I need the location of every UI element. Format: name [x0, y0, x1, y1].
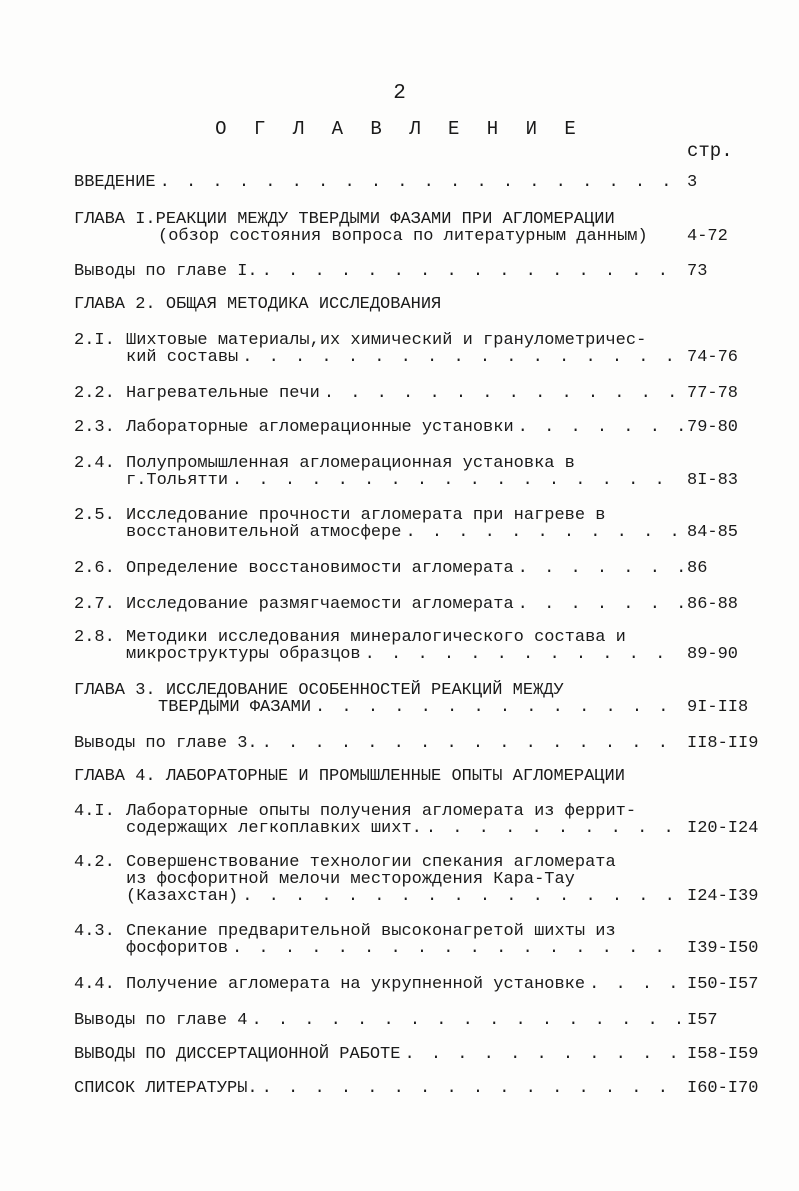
entry-number: 4.3. — [74, 922, 115, 941]
toc-entry-chapter-2 — [74, 296, 759, 313]
entry-number: 2.6. — [74, 559, 115, 578]
entry-page: 79-80 — [687, 418, 739, 437]
entry-number: 4.2. — [74, 853, 115, 872]
entry-text: Спекание предварительной высоконагретой шихты из — [126, 922, 616, 941]
leader-dots — [232, 940, 683, 957]
entry-text: (Казахстан) — [126, 887, 239, 906]
entry-page: 77-78 — [687, 384, 739, 403]
entry-page: 74-76 — [687, 348, 739, 367]
toc-entry-2-4 — [74, 455, 759, 489]
entry-number: 2.2. — [74, 384, 115, 403]
entry-text: Лабораторные агломерационные установки — [126, 418, 514, 437]
entry-page: 3 — [687, 173, 698, 192]
entry-text: ГЛАВА 3. ИССЛЕДОВАНИЕ ОСОБЕННОСТЕЙ РЕАКЦИЙ МЕЖДУ — [74, 681, 564, 700]
entry-number: 2.7. — [74, 595, 115, 614]
entry-text: Методики исследования минералогического состава и — [126, 628, 626, 647]
toc-entry-2-5 — [74, 507, 759, 541]
leader-dots — [262, 263, 683, 280]
entry-text: ТВЕРДЫМИ ФАЗАМИ — [158, 698, 312, 717]
entry-page: 9I-II8 — [687, 698, 749, 717]
toc-entry-conclusions-3 — [74, 735, 759, 752]
entry-text: кий составы — [126, 348, 239, 367]
leader-dots — [262, 735, 683, 752]
toc-entry-4-1 — [74, 803, 759, 837]
leader-dots — [242, 888, 683, 905]
leader-dots — [251, 1012, 683, 1029]
page-column-label: стр. — [687, 140, 733, 162]
entry-number: 2.5. — [74, 506, 115, 525]
entry-text: г.Тольятти — [126, 471, 229, 490]
entry-text: Полупромышленная агломерационная установка в — [126, 454, 575, 473]
leader-dots — [518, 419, 683, 436]
toc-entry-chapter-3 — [74, 682, 759, 716]
leader-dots — [518, 560, 683, 577]
leader-dots — [365, 646, 683, 663]
entry-text: Совершенствование технологии спекания агломерата — [126, 853, 616, 872]
entry-page: 89-90 — [687, 645, 739, 664]
leader-dots — [324, 385, 683, 402]
entry-text: ГЛАВА 4. ЛАБОРАТОРНЫЕ И ПРОМЫШЛЕННЫЕ ОПЫТЫ АГЛОМЕРАЦИИ — [74, 767, 625, 786]
leader-dots — [242, 349, 683, 366]
entry-page: 84-85 — [687, 523, 739, 542]
toc-entry-2-1 — [74, 332, 759, 366]
entry-text: Лабораторные опыты получения агломерата из феррит- — [126, 802, 637, 821]
toc-entry-conclusions-4 — [74, 1012, 759, 1029]
entry-page: 4-72 — [687, 227, 728, 246]
entry-text: Выводы по главе 4 — [74, 1011, 248, 1030]
entry-text: микроструктуры образцов — [126, 645, 361, 664]
leader-dots — [232, 472, 683, 489]
toc-title: О Г Л А В Л Е Н И Е — [215, 118, 584, 140]
entry-page: I50-I57 — [687, 975, 759, 994]
leader-dots — [405, 524, 683, 541]
toc-entry-2-3 — [74, 419, 759, 436]
entry-page: I20-I24 — [687, 819, 759, 838]
entry-text: Нагревательные печи — [126, 384, 320, 403]
entry-text: из фосфоритной мелочи месторождения Кара-Тау — [126, 870, 575, 889]
entry-text: ГЛАВА 2. ОБЩАЯ МЕТОДИКА ИССЛЕДОВАНИЯ — [74, 295, 442, 314]
entry-number: 2.I. — [74, 331, 115, 350]
leader-dots — [404, 1046, 683, 1063]
toc-entry-2-7 — [74, 596, 759, 613]
page-number: 2 — [393, 82, 406, 105]
entry-text: Выводы по главе I. — [74, 262, 258, 281]
entry-text: фосфоритов — [126, 939, 229, 958]
toc-entry-conclusions-1 — [74, 263, 759, 280]
entry-page: 8I-83 — [687, 471, 739, 490]
toc-entry-4-3 — [74, 923, 759, 957]
entry-number: 4.I. — [74, 802, 115, 821]
entry-page: I57 — [687, 1011, 718, 1030]
toc-entry-dissertation-conclusions — [74, 1046, 759, 1063]
entry-text: СПИСОК ЛИТЕРАТУРЫ. — [74, 1079, 258, 1098]
entry-page: II8-II9 — [687, 734, 759, 753]
leader-dots — [315, 699, 683, 716]
leader-dots — [160, 174, 683, 191]
toc-entry-chapter-4 — [74, 768, 759, 785]
entry-text: Выводы по главе 3. — [74, 734, 258, 753]
entry-page: I24-I39 — [687, 887, 759, 906]
leader-dots — [518, 596, 683, 613]
toc-entry-references — [74, 1080, 759, 1097]
leader-dots — [262, 1080, 683, 1097]
entry-page: 86 — [687, 559, 708, 578]
toc-entry-2-6 — [74, 560, 759, 577]
entry-page: I58-I59 — [687, 1045, 759, 1064]
toc-entry-2-8 — [74, 629, 759, 663]
entry-number: 4.4. — [74, 975, 115, 994]
entry-text: ВЫВОДЫ ПО ДИССЕРТАЦИОННОЙ РАБОТЕ — [74, 1045, 401, 1064]
entry-number: 2.4. — [74, 454, 115, 473]
toc-entry-introduction — [74, 174, 759, 191]
entry-text: содержащих легкоплавких шихт. — [126, 819, 422, 838]
entry-text: Исследование прочности агломерата при нагреве в — [126, 506, 606, 525]
entry-page: 73 — [687, 262, 708, 281]
entry-number: 2.8. — [74, 628, 115, 647]
entry-text: ВВЕДЕНИЕ — [74, 173, 156, 192]
toc-entry-4-4 — [74, 976, 759, 993]
entry-text: восстановительной атмосфере — [126, 523, 402, 542]
entry-text: Шихтовые материалы,их химический и гранулометричес- — [126, 331, 647, 350]
leader-dots — [589, 976, 683, 993]
entry-page: I60-I70 — [687, 1079, 759, 1098]
entry-text: (обзор состояния вопроса по литературным данным) — [158, 227, 648, 246]
entry-text: Исследование размягчаемости агломерата — [126, 595, 514, 614]
entry-page: 86-88 — [687, 595, 739, 614]
entry-text: ГЛАВА I.РЕАКЦИИ МЕЖДУ ТВЕРДЫМИ ФАЗАМИ ПРИ АГЛОМЕРАЦИИ — [74, 210, 615, 229]
entry-text: Получение агломерата на укрупненной установке — [126, 975, 586, 994]
entry-text: Определение восстановимости агломерата — [126, 559, 514, 578]
toc-entry-chapter-1 — [74, 211, 759, 245]
entry-number: 2.3. — [74, 418, 115, 437]
toc-entry-4-2 — [74, 854, 759, 905]
entry-page: I39-I50 — [687, 939, 759, 958]
toc-entry-2-2 — [74, 385, 759, 402]
leader-dots — [426, 820, 683, 837]
